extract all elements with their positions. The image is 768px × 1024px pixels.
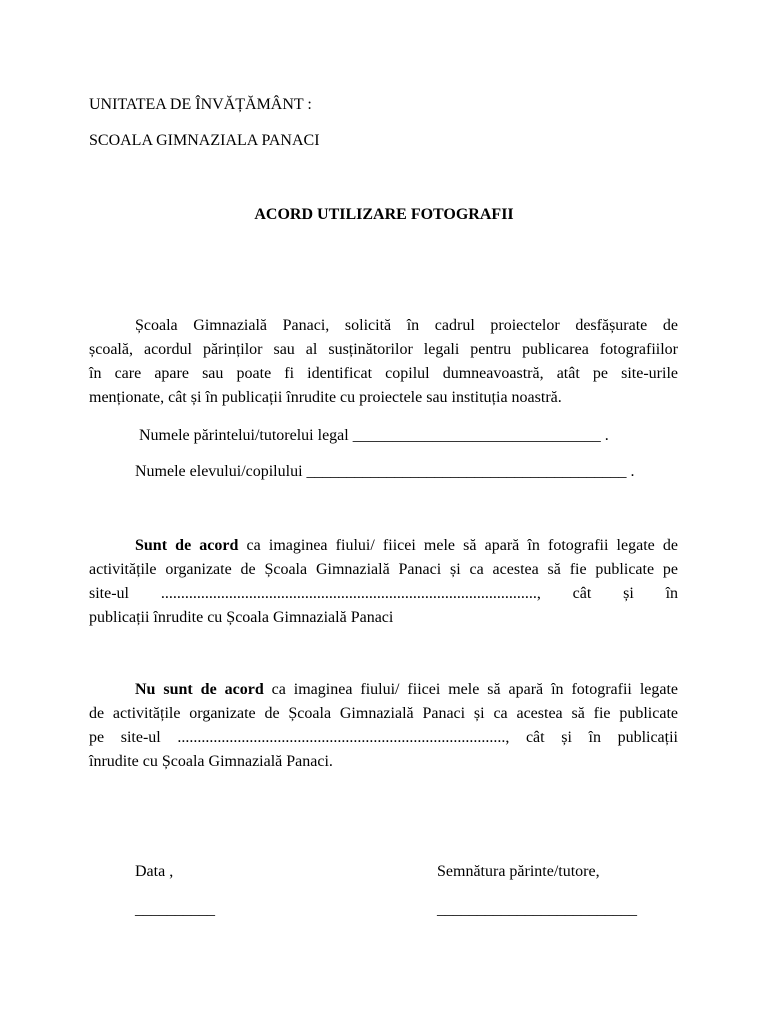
agree-line-text: ca imaginea fiului/ fiicei mele să apară în fotografii legate de <box>246 537 678 554</box>
student-name-blank[interactable]: ________________________________________ . <box>306 463 635 480</box>
agree-line <box>89 582 678 606</box>
parent-name-label: Numele părintelui/tutorelui legal <box>139 427 349 444</box>
parent-name-blank[interactable]: _______________________________ . <box>352 427 609 444</box>
signature-blank[interactable]: _________________________ <box>437 901 637 918</box>
school-name: SCOALA GIMNAZIALA PANACI <box>89 132 320 149</box>
agree-word: cât <box>572 585 592 602</box>
agree-paragraph <box>89 534 678 630</box>
signature-label: Semnătura părinte/tutore, <box>437 863 600 880</box>
agree-line: publicații înrudite cu Școala Gimnazială Panaci <box>89 609 394 626</box>
agree-word: și <box>623 585 634 602</box>
disagree-line: de activitățile organizate de Școala Gimnazială Panaci și ca acestea să fie publicate <box>89 705 678 722</box>
intro-line: școală, acordul părinților sau al susținătorilor legali pentru publicarea fotografiilor <box>89 341 678 358</box>
disagree-paragraph <box>89 678 678 774</box>
agree-line: activitățile organizate de Școala Gimnazială Panaci și ca acestea să fie publicate pe <box>89 561 678 578</box>
date-label: Data , <box>135 863 174 880</box>
intro-paragraph <box>89 314 678 410</box>
document-title: ACORD UTILIZARE FOTOGRAFII <box>254 206 514 223</box>
student-name-label: Numele elevului/copilului <box>135 463 303 480</box>
disagree-bold-label: Nu sunt de acord <box>135 681 264 698</box>
disagree-line: înrudite cu Școala Gimnazială Panaci. <box>89 753 333 770</box>
agree-line <box>89 534 678 558</box>
disagree-line <box>89 678 678 702</box>
agree-site-label: site-ul <box>89 585 129 602</box>
intro-line: menționate, cât și în publicații înrudite cu proiectele sau instituția noastră. <box>89 389 562 406</box>
intro-line: în care apare sau poate fi identificat copilul dumneavoastră, atât pe site-urile <box>89 365 678 382</box>
disagree-line-text: ca imaginea fiului/ fiicei mele să apară în fotografii legate <box>271 681 679 698</box>
agree-word: în <box>665 585 679 602</box>
intro-line-text: Școala Gimnazială Panaci, solicită în cadrul proiectelor desfășurate de <box>135 317 678 334</box>
disagree-line: pe site-ul .................................................................................., cât și în publicații <box>89 729 678 746</box>
agree-bold-label: Sunt de acord <box>135 537 239 554</box>
date-blank[interactable]: __________ <box>135 901 215 918</box>
agree-site-blank[interactable]: .............................................................................................., <box>160 585 541 602</box>
intro-line <box>89 314 678 338</box>
student-name-field <box>135 460 635 484</box>
parent-name-field <box>139 424 609 448</box>
institution-label: UNITATEA DE ÎNVĂȚĂMÂNT : <box>89 96 312 113</box>
